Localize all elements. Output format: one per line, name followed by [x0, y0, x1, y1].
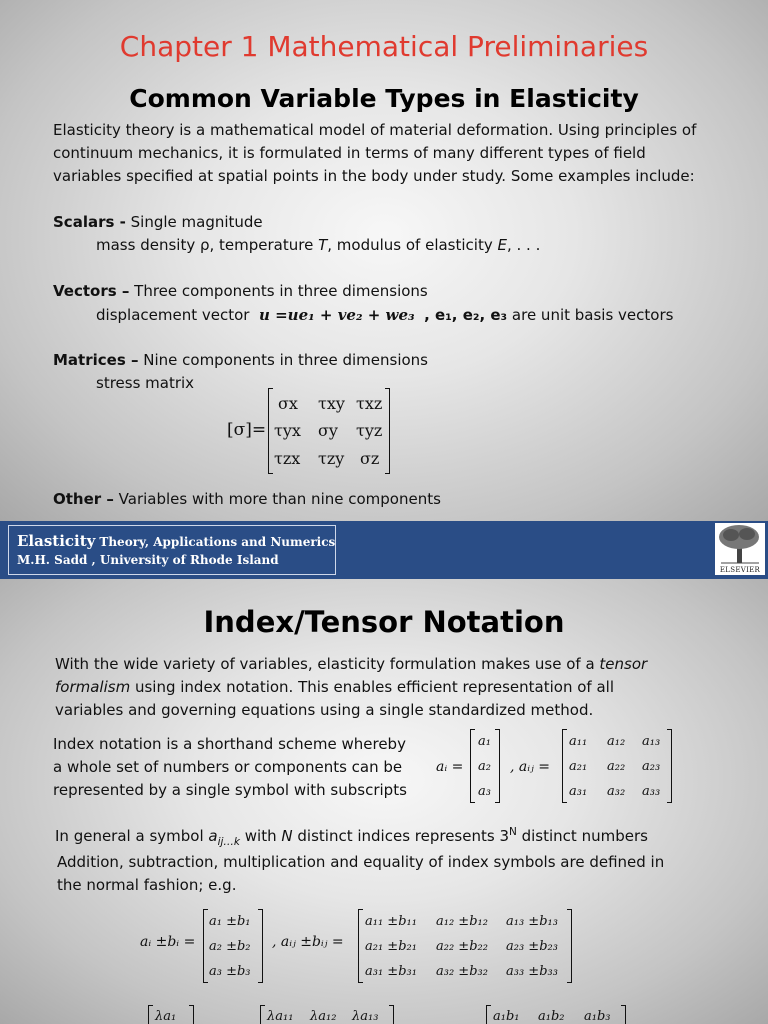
p1-line-1: With the wide variety of variables, elasticity formulation makes use of a tensor	[55, 655, 648, 673]
displacement-vector-equation: u =ue₁ + ve₂ + we₃	[258, 306, 415, 324]
p2-line-1: Index notation is a shorthand scheme whereby	[53, 735, 406, 753]
matrix-cell: a₃₃	[642, 784, 661, 799]
vector-cell: a₂	[478, 759, 491, 774]
matrix-cell: σy	[318, 421, 338, 440]
p1-line-3: variables and governing equations using a single standardized method.	[55, 701, 594, 719]
matrix-cell: a₃₁	[569, 784, 588, 799]
p2-line-2: a whole set of numbers or components can be	[53, 758, 403, 776]
matrix-cell: a₃₁ ±b₃₁	[365, 964, 417, 979]
matrix-cell: λa₁₁	[267, 1009, 294, 1024]
matrix-cell: τyx	[274, 421, 301, 440]
intro-line-2: continuum mechanics, it is formulated in terms of many different types of field	[53, 144, 646, 162]
vector-cell: a₂ ±b₂	[209, 939, 251, 954]
vector-cell: a₁	[478, 734, 491, 749]
matrix-cell: τzy	[318, 449, 345, 468]
vectors-example: displacement vector u =ue₁ + ve₂ + we₃ , e₁, e₂, e₃ are unit basis vectors	[96, 306, 674, 324]
matrix-cell: λa₁₃	[352, 1009, 379, 1024]
author-line: M.H. Sadd , University of Rhode Island	[17, 553, 279, 567]
stress-matrix-label: [σ]=	[227, 420, 267, 440]
matrix-cell: a₂₁ ±b₂₁	[365, 939, 417, 954]
intro-line-3: variables specified at spatial points in the body under study. Some examples include:	[53, 167, 695, 185]
stress-matrix	[268, 388, 390, 474]
ai-vector	[470, 729, 500, 803]
sum-ai-label: aᵢ ±bᵢ =	[140, 934, 196, 950]
scalars-example: mass density ρ, temperature T, modulus of elasticity E, . . .	[96, 236, 541, 254]
vector-cell: a₁ ±b₁	[209, 914, 251, 929]
vector-cell: λa₁	[155, 1009, 177, 1024]
matrix-cell: a₂₃ ±b₂₃	[506, 939, 558, 954]
matrix-cell: a₂₃	[642, 759, 661, 774]
matrix-cell: a₁₁	[569, 734, 588, 749]
scalars-heading: Scalars - Single magnitude	[53, 213, 263, 231]
matrix-cell: τxz	[356, 394, 383, 413]
slide-subtitle: Common Variable Types in Elasticity	[129, 84, 639, 113]
matrix-cell: τxy	[318, 394, 345, 413]
p1-line-2: formalism using index notation. This enables efficient representation of all	[55, 678, 614, 696]
ai-label: aᵢ =	[436, 759, 464, 775]
aij-label: , aᵢⱼ =	[510, 759, 550, 775]
matrix-cell: a₃₂ ±b₃₂	[436, 964, 488, 979]
vector-cell: a₃ ±b₃	[209, 964, 251, 979]
matrix-cell: a₃₂	[607, 784, 626, 799]
matrix-cell: a₁b₂	[538, 1009, 565, 1024]
matrix-cell: τyz	[356, 421, 383, 440]
matrix-cell: a₁b₃	[584, 1009, 611, 1024]
p3-line: In general a symbol $a_{ij\dots k}$ with N distinct indices represents $3^N$ distinct numbers	[55, 826, 648, 848]
book-banner	[0, 521, 768, 579]
aij-matrix	[562, 729, 672, 803]
intro-line-1: Elasticity theory is a mathematical model of material deformation. Using principles of	[53, 121, 697, 139]
outer-product-matrix	[486, 1005, 626, 1024]
scalar-product-matrix	[260, 1005, 394, 1024]
tree-icon	[715, 523, 765, 565]
matrices-heading: Matrices – Nine components in three dimensions	[53, 351, 428, 369]
matrix-cell: a₁₃ ±b₁₃	[506, 914, 558, 929]
sum-ai-vector	[203, 909, 263, 983]
scalar-product-vector	[148, 1005, 194, 1024]
matrix-cell: λa₁₂	[310, 1009, 337, 1024]
other-heading: Other – Variables with more than nine components	[53, 490, 441, 508]
matrix-cell: a₂₂	[607, 759, 626, 774]
book-title-line: Elasticity Theory, Applications and Numerics	[17, 532, 336, 550]
matrix-cell: a₁₃	[642, 734, 661, 749]
sum-aij-matrix	[358, 909, 572, 983]
slide-title: Index/Tensor Notation	[203, 605, 565, 639]
matrix-cell: a₂₁	[569, 759, 588, 774]
matrix-cell: a₁b₁	[493, 1009, 520, 1024]
vectors-heading: Vectors – Three components in three dimensions	[53, 282, 428, 300]
book-info-box	[8, 525, 336, 575]
matrix-cell: σx	[278, 394, 298, 413]
elsevier-logo: ELSEVIER	[715, 523, 765, 575]
chapter-title: Chapter 1 Mathematical Preliminaries	[119, 30, 649, 63]
matrix-cell: a₃₃ ±b₃₃	[506, 964, 558, 979]
sum-aij-label: , aᵢⱼ ±bᵢⱼ =	[272, 934, 344, 950]
vector-cell: a₃	[478, 784, 491, 799]
p4-line-1: Addition, subtraction, multiplication and equality of index symbols are defined in	[57, 853, 665, 871]
matrix-cell: τzx	[274, 449, 301, 468]
p2-line-3: represented by a single symbol with subscripts	[53, 781, 407, 799]
p4-line-2: the normal fashion; e.g.	[57, 876, 237, 894]
matrix-cell: σz	[360, 449, 380, 468]
slide-index-notation	[0, 579, 768, 1024]
matrix-cell: a₁₂ ±b₁₂	[436, 914, 488, 929]
matrix-cell: a₂₂ ±b₂₂	[436, 939, 488, 954]
matrix-cell: a₁₂	[607, 734, 626, 749]
matrix-cell: a₁₁ ±b₁₁	[365, 914, 417, 929]
matrices-example: stress matrix	[96, 374, 195, 392]
